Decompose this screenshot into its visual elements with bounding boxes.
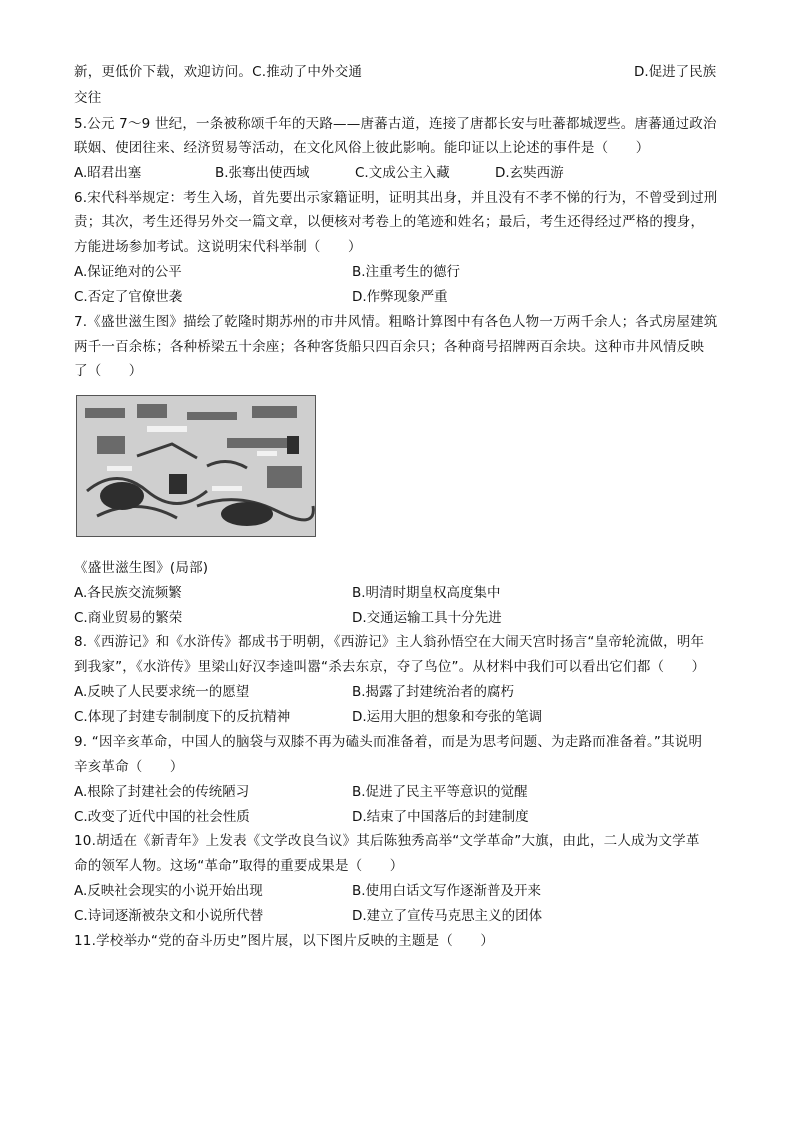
q6-stem-line-1: 6.宋代科举规定：考生入场，首先要出示家籍证明，证明其出身，并且没有不孝不悌的行为，不曾受到过刑	[74, 190, 718, 206]
painting-image	[76, 395, 316, 537]
q5-option-c[interactable]: C.文成公主入藏	[355, 165, 450, 181]
q8-option-b[interactable]: B.揭露了封建统治者的腐朽	[352, 684, 515, 700]
painting-illustration	[77, 396, 315, 536]
q8-option-c[interactable]: C.体现了封建专制制度下的反抗精神	[74, 709, 291, 725]
q9-option-b[interactable]: B.促进了民主平等意识的觉醒	[352, 784, 528, 800]
q7-option-a[interactable]: A.各民族交流频繁	[74, 585, 182, 601]
q7-stem-line-1: 7.《盛世滋生图》描绘了乾隆时期苏州的市井风情。粗略计算图中有各色人物一万两千余人；各式房屋建筑	[74, 314, 718, 330]
q8-option-d[interactable]: D.运用大胆的想象和夸张的笔调	[352, 709, 543, 725]
q6-stem-line-2: 责；其次，考生还得另外交一篇文章，以便核对考卷上的笔迹和姓名；最后，考生还得经过严格的搜身，	[74, 214, 705, 230]
q5-stem-line-1: 5.公元 7～9 世纪，一条被称颂千年的天路——唐蕃古道，连接了唐都长安与吐蕃都城逻些。唐蕃通过政治	[74, 116, 717, 132]
q7-stem-line-2: 两千一百余栋；各种桥梁五十余座；各种客货船只四百余只；各种商号招牌两百余块。这种市井风情反映	[74, 339, 705, 355]
carryover-line-2: 交往	[74, 90, 102, 106]
q7-option-d[interactable]: D.交通运输工具十分先进	[352, 610, 502, 626]
q10-option-d[interactable]: D.建立了宣传马克思主义的团体	[352, 908, 543, 924]
q6-option-a[interactable]: A.保证绝对的公平	[74, 264, 182, 280]
q5-option-d[interactable]: D.玄奘西游	[495, 165, 564, 181]
q8-option-a[interactable]: A.反映了人民要求统一的愿望	[74, 684, 250, 700]
q7-figure-caption: 《盛世滋生图》(局部)	[74, 560, 209, 576]
q10-stem-line-1: 10.胡适在《新青年》上发表《文学改良刍议》其后陈独秀高举“文学革命”大旗，由此，二人成为文学革	[74, 833, 700, 849]
q7-option-b[interactable]: B.明清时期皇权高度集中	[352, 585, 501, 601]
q9-option-d[interactable]: D.结束了中国落后的封建制度	[352, 809, 529, 825]
q5-option-b[interactable]: B.张骞出使西域	[215, 165, 310, 181]
carryover-option-d: D.促进了民族	[634, 64, 717, 80]
q8-stem-line-2: 到我家”，《水浒传》里梁山好汉李逵叫嚣“杀去东京，夺了鸟位”。从材料中我们可以看出它们都（ ）	[74, 659, 706, 675]
q7-option-c[interactable]: C.商业贸易的繁荣	[74, 610, 183, 626]
q9-stem-line-1: 9. “因辛亥革命，中国人的脑袋与双膝不再为磕头而准备着，而是为思考问题、为走路而准备着。”其说明	[74, 734, 703, 750]
q6-option-c[interactable]: C.否定了官僚世袭	[74, 289, 183, 305]
q9-stem-line-2: 辛亥革命（ ）	[74, 759, 184, 775]
q10-option-b[interactable]: B.使用白话文写作逐渐普及开来	[352, 883, 542, 899]
q6-stem-line-3: 方能进场参加考试。这说明宋代科举制（ ）	[74, 239, 362, 255]
q10-option-c[interactable]: C.诗词逐渐被杂文和小说所代替	[74, 908, 264, 924]
q10-option-a[interactable]: A.反映社会现实的小说开始出现	[74, 883, 263, 899]
q9-option-a[interactable]: A.根除了封建社会的传统陋习	[74, 784, 250, 800]
q5-option-a[interactable]: A.昭君出塞	[74, 165, 142, 181]
q5-stem-line-2: 联姻、使团往来、经济贸易等活动，在文化风俗上彼此影响。能印证以上论述的事件是（ ）	[74, 140, 650, 156]
q9-option-c[interactable]: C.改变了近代中国的社会性质	[74, 809, 250, 825]
q6-option-d[interactable]: D.作弊现象严重	[352, 289, 448, 305]
q7-stem-line-3: 了（ ）	[74, 363, 143, 379]
carryover-line: 新，更低价下载，欢迎访问。C.推动了中外交通	[74, 64, 363, 80]
q8-stem-line-1: 8.《西游记》和《水浒传》都成书于明朝，《西游记》主人翁孙悟空在大闹天宫时扬言“皇帝轮流做，明年	[74, 634, 705, 650]
q6-option-b[interactable]: B.注重考生的德行	[352, 264, 461, 280]
q11-stem-line-1: 11.学校举办“党的奋斗历史”图片展，以下图片反映的主题是（ ）	[74, 933, 495, 949]
q10-stem-line-2: 命的领军人物。这场“革命”取得的重要成果是（ ）	[74, 858, 404, 874]
